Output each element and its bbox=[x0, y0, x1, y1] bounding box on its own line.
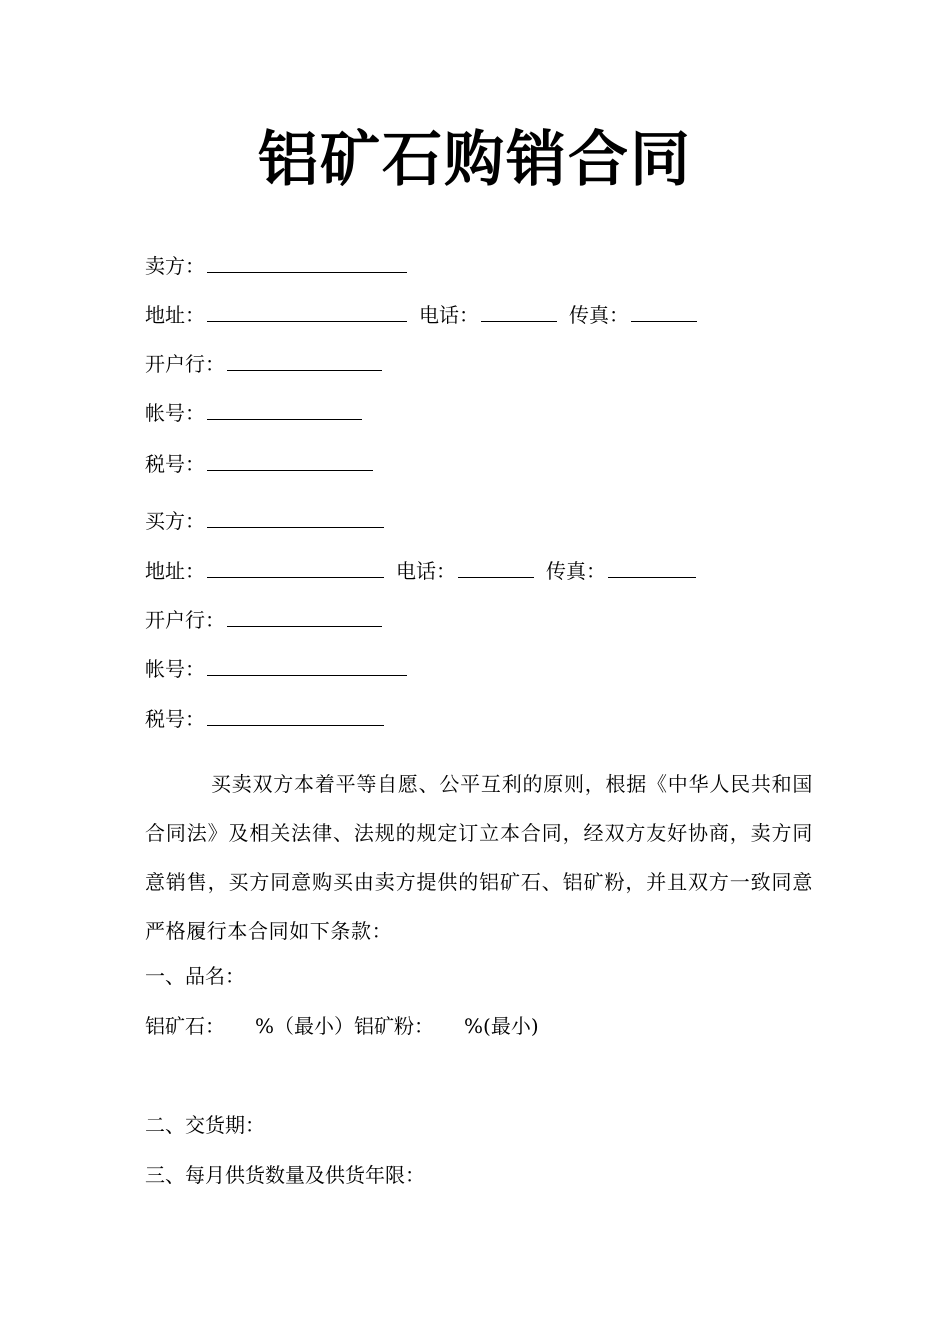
powder-percent: %(最小) bbox=[464, 1014, 539, 1038]
section-3-heading: 三、每月供货数量及供货年限： bbox=[145, 1163, 425, 1187]
seller-account-blank[interactable] bbox=[207, 399, 362, 420]
buyer-account-label: 帐号： bbox=[145, 657, 205, 681]
buyer-tax-row bbox=[145, 705, 384, 733]
seller-party-blank[interactable] bbox=[207, 252, 407, 273]
ore-label: 铝矿石： bbox=[145, 1014, 225, 1038]
seller-tax-row bbox=[145, 450, 373, 478]
seller-account-row bbox=[145, 399, 362, 427]
buyer-account-row bbox=[145, 655, 407, 683]
document-title: 铝矿石购销合同 bbox=[258, 125, 692, 195]
buyer-address-blank[interactable] bbox=[207, 557, 384, 578]
intro-paragraph: 买卖双方本着平等自愿、公平互利的原则，根据《中华人民共和国合同法》及相关法律、法规的规定订立本合同，经双方友好协商，卖方同意销售，买方同意购买由卖方提供的铝矿石、铝矿粉，并且双方一致同意严格履行本合同如下条款： bbox=[145, 772, 813, 943]
buyer-party-label: 买方： bbox=[145, 509, 205, 533]
seller-account-label: 帐号： bbox=[145, 401, 205, 425]
seller-phone-blank[interactable] bbox=[481, 301, 557, 322]
buyer-fax-label: 传真： bbox=[546, 559, 606, 583]
seller-fax-label: 传真： bbox=[569, 303, 629, 327]
buyer-party-row bbox=[145, 507, 384, 535]
seller-bank-row bbox=[145, 350, 382, 378]
buyer-phone-blank[interactable] bbox=[458, 557, 534, 578]
section-2-heading: 二、交货期： bbox=[145, 1113, 265, 1137]
buyer-fax-blank[interactable] bbox=[608, 557, 696, 578]
seller-phone-label: 电话： bbox=[419, 303, 479, 327]
seller-address-blank[interactable] bbox=[207, 301, 407, 322]
seller-tax-blank[interactable] bbox=[207, 450, 373, 471]
buyer-bank-blank[interactable] bbox=[227, 606, 382, 627]
section-1-heading: 一、品名： bbox=[145, 964, 245, 988]
buyer-tax-blank[interactable] bbox=[207, 705, 384, 726]
buyer-bank-label: 开户行： bbox=[145, 608, 225, 632]
seller-bank-label: 开户行： bbox=[145, 352, 225, 376]
seller-address-label: 地址： bbox=[145, 303, 205, 327]
powder-label: 铝矿粉： bbox=[354, 1014, 435, 1038]
seller-bank-blank[interactable] bbox=[227, 350, 382, 371]
buyer-tax-label: 税号： bbox=[145, 707, 205, 731]
product-line bbox=[145, 1012, 539, 1040]
buyer-bank-row bbox=[145, 606, 382, 634]
buyer-address-label: 地址： bbox=[145, 559, 205, 583]
seller-party-row bbox=[145, 252, 407, 280]
seller-tax-label: 税号： bbox=[145, 452, 205, 476]
ore-percent: %（最小） bbox=[255, 1014, 355, 1038]
buyer-account-blank[interactable] bbox=[207, 655, 407, 676]
buyer-phone-label: 电话： bbox=[396, 559, 456, 583]
seller-party-label: 卖方： bbox=[145, 254, 205, 278]
seller-address-row bbox=[145, 301, 697, 329]
buyer-address-row bbox=[145, 557, 696, 585]
buyer-party-blank[interactable] bbox=[207, 507, 384, 528]
seller-fax-blank[interactable] bbox=[631, 301, 697, 322]
